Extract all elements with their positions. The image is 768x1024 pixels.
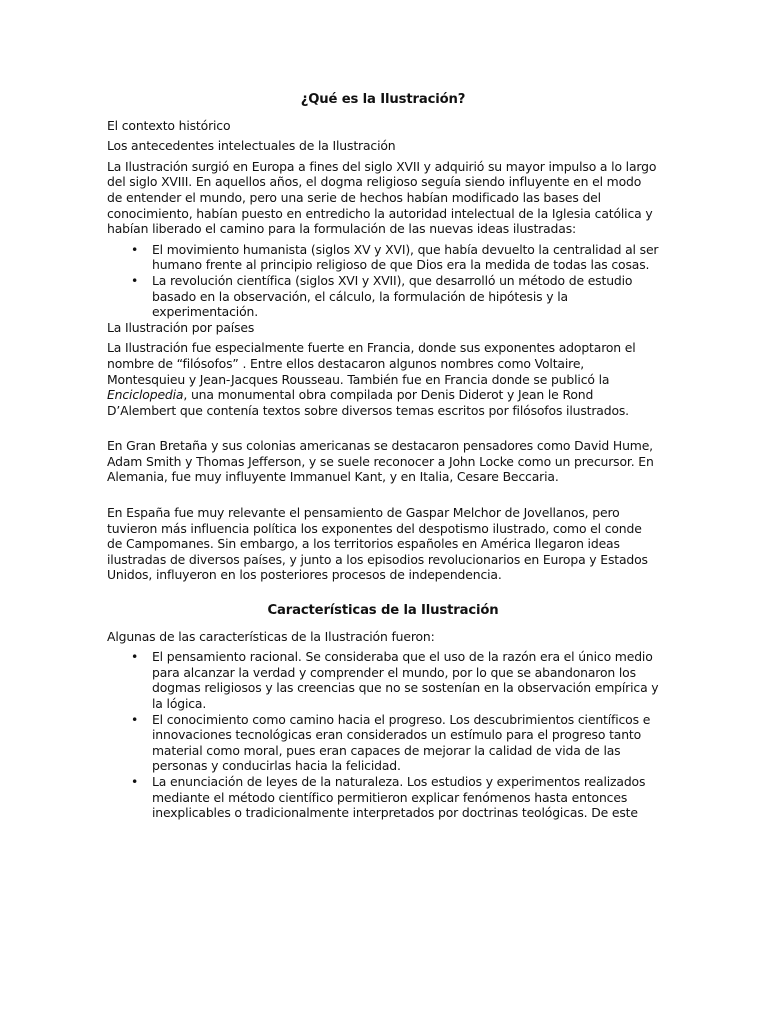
spain-paragraph: En España fue muy relevante el pensamiento de Gaspar Melchor de Jovellanos, pero tuvieron más influencia política los exponentes del despotismo ilustrado, como el conde de Campomanes. Sin embargo, a los territorios españoles en América llegaron ideas ilustradas de diversos países, y junto a los episodios revolucionarios en Europa y Estados Unidos, influyeron en los posteriores procesos de independencia. [107, 505, 648, 583]
france-text-before: La Ilustración fue especialmente fuerte en Francia, donde sus exponentes adoptaron el nombre de “filósofos” . Entre ellos destacaron algunos nombres como Voltaire, Montesquieu y Jean-Jacques Rousseau. También fue en Francia donde se publicó la [107, 340, 636, 387]
france-text-after: , una monumental obra compilada por Denis Diderot y Jean le Rond D’Alembert que contenía textos sobre diversos temas escritos por filósofos ilustrados. [107, 387, 629, 418]
characteristics-title: Características de la Ilustración [267, 603, 499, 619]
list-item [107, 242, 659, 273]
list-item [107, 273, 659, 320]
list-item-text: El pensamiento racional. Se consideraba que el uso de la razón era el único medio para alcanzar la verdad y comprender el mundo, por lo que se abandonaron los dogmas religiosos y las creencias que no se sostenían en la observación empírica y la lógica. [152, 649, 659, 711]
list-item-text: El movimiento humanista (siglos XV y XVI), que había devuelto la centralidad al ser humano frente al principio religioso de que Dios era la medida de todas las cosas. [152, 241, 659, 273]
bullet-icon: • [131, 773, 139, 789]
list-item [107, 649, 659, 711]
bullet-icon: • [131, 649, 139, 665]
bullet-icon: • [131, 272, 139, 288]
list-item-text: El conocimiento como camino hacia el progreso. Los descubrimientos científicos e innovaciones tecnológicas eran considerados un estímulo para el progreso tanto material como moral, pues eran capaces de mejorar la calidad de vida de las personas y conducirlas hacia la felicidad. [152, 711, 651, 774]
bullet-icon: • [131, 241, 139, 257]
encyclopedia-title: Enciclopedia [107, 387, 184, 403]
france-paragraph [107, 340, 659, 418]
bullet-icon: • [131, 711, 139, 727]
subtitle-context: El contexto histórico [107, 117, 231, 133]
countries-heading: La Ilustración por países [107, 319, 255, 335]
characteristics-list [107, 649, 659, 821]
britain-paragraph: En Gran Bretaña y sus colonias americanas se destacaron pensadores como David Hume, Adam Smith y Thomas Jefferson, y se suele reconocer a John Locke como un precursor. En Alemania, fue muy influyente Immanuel Kant, y en Italia, Cesare Beccaria. [107, 438, 654, 485]
subtitle-antecedents: Los antecedentes intelectuales de la Ilustración [107, 138, 396, 154]
antecedents-list [107, 242, 659, 320]
list-item-text: La revolución científica (siglos XVI y XVII), que desarrolló un método de estudio basado en la observación, el cálculo, la formulación de hipótesis y la experimentación. [152, 272, 633, 320]
list-item [107, 774, 659, 821]
intro-paragraph: La Ilustración surgió en Europa a fines del siglo XVII y adquirió su mayor impulso a lo largo del siglo XVIII. En aquellos años, el dogma religioso seguía siendo influyente en el modo de entender el mundo, pero una serie de hechos habían modificado las bases del conocimiento, habían puesto en entredicho la autoridad intelectual de la Iglesia católica y habían liberado el camino para la formulación de las nuevas ideas ilustradas: [107, 158, 657, 237]
list-item-text: La enunciación de leyes de la naturaleza. Los estudios y experimentos realizados mediante el método científico permitieron explicar fenómenos hasta entonces inexplicables o tradicionalmente interpretados por doctrinas teológicas. De este [152, 773, 646, 821]
characteristics-intro: Algunas de las características de la Ilustración fueron: [107, 628, 435, 644]
document-page [107, 92, 659, 821]
list-item [107, 712, 659, 774]
page-title: ¿Qué es la Ilustración? [300, 92, 466, 107]
